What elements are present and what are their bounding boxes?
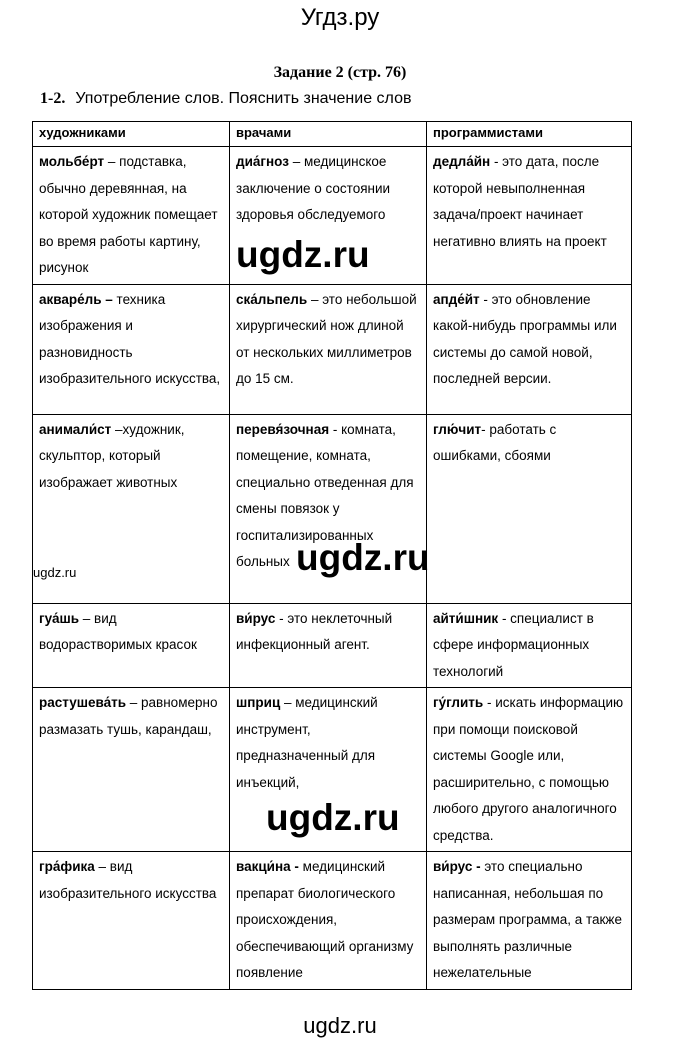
term: ска́льпель <box>236 291 308 307</box>
table-row <box>33 284 632 414</box>
header-programmers: программистами <box>427 122 632 147</box>
subtitle <box>40 90 411 108</box>
table-cell <box>33 852 230 990</box>
term: перевя́зочная <box>236 421 330 437</box>
term: анимали́ст <box>39 421 112 437</box>
definition: медицинский препарат биологического происхождения, обеспечивающий организму появление <box>236 859 414 980</box>
table-cell <box>33 688 230 852</box>
definition: - специалист в сфере информационных технологий <box>433 610 594 679</box>
table-row <box>33 852 632 990</box>
term: акваре́ль – <box>39 291 113 307</box>
table-cell <box>427 852 632 990</box>
term: гра́фика <box>39 859 95 874</box>
term: гуа́шь <box>39 610 80 626</box>
term: растушева́ть <box>39 695 127 710</box>
definition: – медицинский инструмент, предназначенный для инъекций, <box>236 695 378 790</box>
header-artists: художниками <box>33 122 230 147</box>
term: мольбе́рт <box>39 154 105 169</box>
watermark-small: ugdz.ru <box>33 565 77 580</box>
term: гу́глить <box>433 695 484 710</box>
table-cell <box>427 414 632 603</box>
table-cell <box>427 147 632 285</box>
watermark: ugdz.ru <box>236 234 370 275</box>
term: шприц <box>236 695 281 710</box>
definition: - это обновление какой-нибудь программы или системы до самой новой, последней версии. <box>433 291 617 386</box>
definition: - работать с ошибками, сбоями <box>433 421 557 463</box>
definition: – вид изобразительного искусства <box>39 859 217 901</box>
definition: - искать информацию при помощи поисковой системы Google или, расширительно, с помощью любого другого аналогичного средства. <box>433 695 624 843</box>
task-title: Задание 2 (стр. 76) <box>273 64 407 81</box>
table-cell <box>427 284 632 414</box>
definition: – это небольшой хирургический нож длиной от нескольких миллиметров до 15 см. <box>236 291 417 386</box>
table-cell <box>33 284 230 414</box>
term: ви́рус <box>236 610 276 626</box>
term: вакци́на - <box>236 859 299 874</box>
term: айти́шник <box>433 610 499 626</box>
definition: – подставка, обычно деревянная, на которой художник помещает во время работы картину, рисунок <box>39 154 218 275</box>
table-cell <box>427 688 632 852</box>
site-title: Угдз.ру <box>300 4 380 31</box>
term: апде́йт <box>433 291 480 307</box>
definition: –художник, скульптор, который изображает животных <box>39 421 185 490</box>
definition: - это дата, после которой невыполненная задача/проект начинает негативно влиять на проект <box>433 154 607 249</box>
table-cell <box>230 603 427 688</box>
subtitle-text: Употребление слов. Пояснить значение слов <box>75 90 412 107</box>
definition: – равномерно размазать тушь, карандаш, <box>39 695 218 737</box>
table-cell <box>427 603 632 688</box>
term: дедла́йн <box>433 154 491 169</box>
definition: - это неклеточный инфекционный агент. <box>236 610 393 652</box>
footer-watermark: ugdz.ru <box>303 1013 377 1038</box>
table-header-row <box>33 122 632 147</box>
term: глю́чит <box>433 421 482 437</box>
table-cell <box>230 284 427 414</box>
definition: – вид водорастворимых красок <box>39 610 197 652</box>
watermark: ugdz.ru <box>296 537 430 578</box>
definition: - комната, помещение, комната, специально отведенная для смены повязок у госпитализированных больных <box>236 421 414 569</box>
term: диа́гноз <box>236 154 289 169</box>
watermark: ugdz.ru <box>266 797 400 838</box>
table-cell <box>230 852 427 990</box>
definition: это специально написанная, небольшая по размерам программа, а также выполнять различные нежелательные <box>433 859 622 980</box>
table-cell <box>33 147 230 285</box>
definition: техника изображения и разновидность изобразительного искусства, <box>39 291 221 386</box>
table-row <box>33 603 632 688</box>
header-doctors: врачами <box>230 122 427 147</box>
term: ви́рус - <box>433 859 481 874</box>
definition: – медицинское заключение о состоянии здоровья обследуемого <box>236 154 391 222</box>
subtitle-number: 1-2. <box>40 90 66 107</box>
table-cell <box>33 603 230 688</box>
